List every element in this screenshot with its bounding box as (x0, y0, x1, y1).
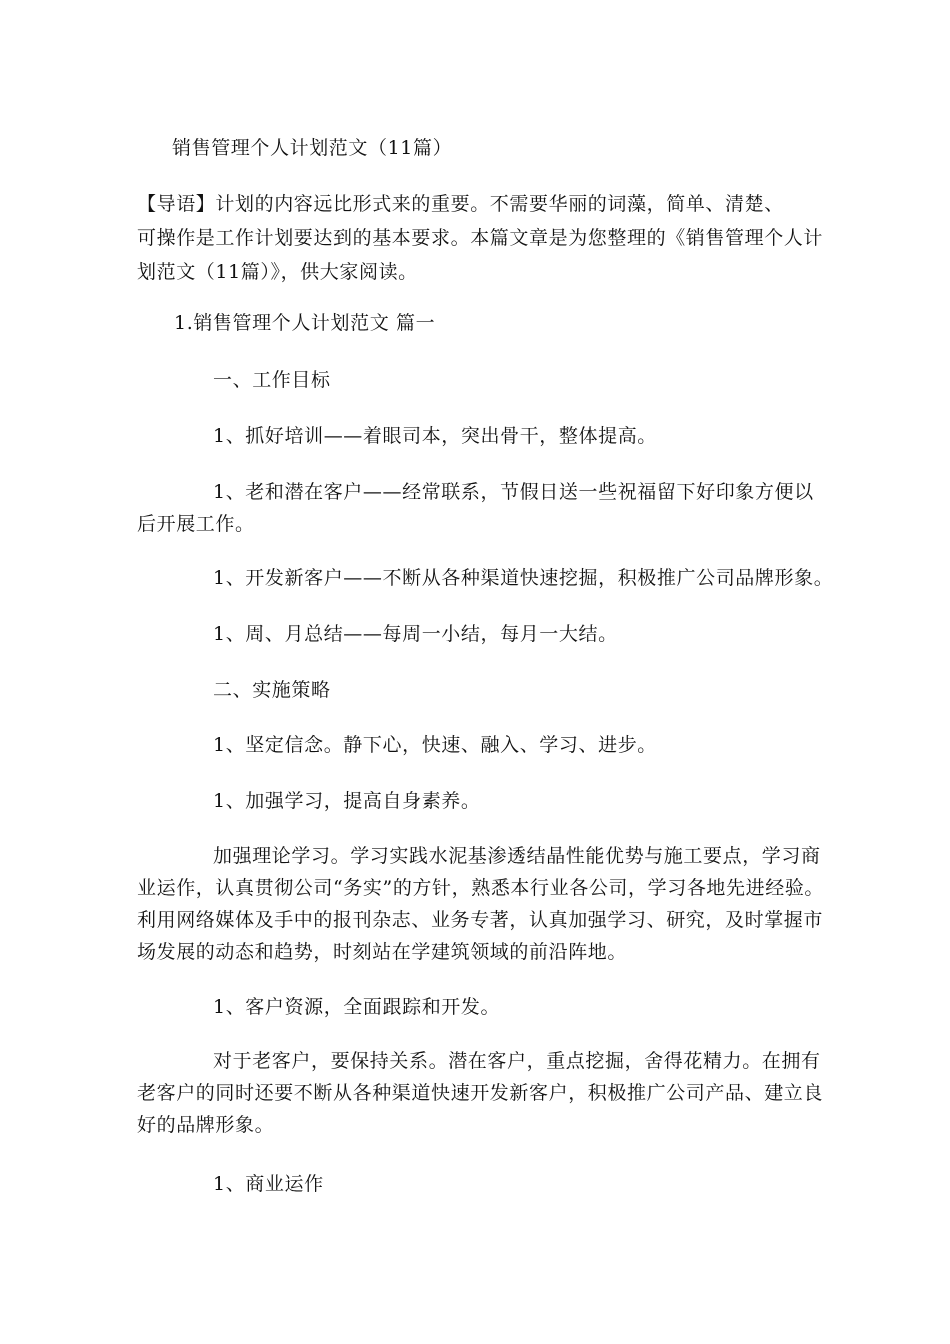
strategy-item: 1、商业运作 (213, 1173, 324, 1195)
strategy-item: 1、客户资源，全面跟踪和开发。 (213, 996, 501, 1018)
document-title: 销售管理个人计划范文（11篇） (172, 137, 453, 159)
body-paragraph (137, 1045, 857, 1141)
intro-paragraph (137, 187, 837, 289)
paragraph-line: 对于老客户，要保持关系。潜在客户，重点挖掘，舍得花精力。在拥有 (213, 1050, 821, 1072)
paragraph-line: 好的品牌形象。 (137, 1114, 275, 1136)
goal-item: 1、周、月总结——每周一小结，每月一大结。 (213, 623, 618, 645)
goal-item: 1、抓好培训——着眼司本，突出骨干，整体提高。 (213, 425, 657, 447)
section-heading-1: 1.销售管理个人计划范文 篇一 (174, 312, 436, 334)
body-paragraph (137, 840, 857, 968)
subsection-strategy-heading: 二、实施策略 (213, 679, 331, 701)
paragraph-line: 利用网络媒体及手中的报刊杂志、业务专著，认真加强学习、研究，及时掌握市 (137, 909, 824, 931)
paragraph-line: 场发展的动态和趋势，时刻站在学建筑领域的前沿阵地。 (137, 941, 628, 963)
goal-item: 1、开发新客户——不断从各种渠道快速挖掘，积极推广公司品牌形象。 (213, 567, 834, 589)
intro-line: 划范文（11篇）》，供大家阅读。 (137, 261, 418, 283)
paragraph-line: 业运作，认真贯彻公司“务实”的方针，熟悉本行业各公司，学习各地先进经验。 (137, 877, 825, 899)
goal-item: 1、老和潜在客户——经常联系，节假日送一些祝福留下好印象方便以 (213, 481, 814, 503)
paragraph-line: 加强理论学习。学习实践水泥基渗透结晶性能优势与施工要点，学习商 (213, 845, 821, 867)
intro-line: 可操作是工作计划要达到的基本要求。本篇文章是为您整理的《销售管理个人计 (137, 227, 824, 249)
strategy-item: 1、加强学习，提高自身素养。 (213, 790, 481, 812)
paragraph-line: 老客户的同时还要不断从各种渠道快速开发新客户，积极推广公司产品、建立良 (137, 1082, 824, 1104)
goal-item-continuation: 后开展工作。 (137, 513, 255, 535)
subsection-goal-heading: 一、工作目标 (213, 369, 331, 391)
intro-line: 【导语】计划的内容远比形式来的重要。不需要华丽的词藻，简单、清楚、 (137, 193, 784, 215)
strategy-item: 1、坚定信念。静下心，快速、融入、学习、进步。 (213, 734, 657, 756)
